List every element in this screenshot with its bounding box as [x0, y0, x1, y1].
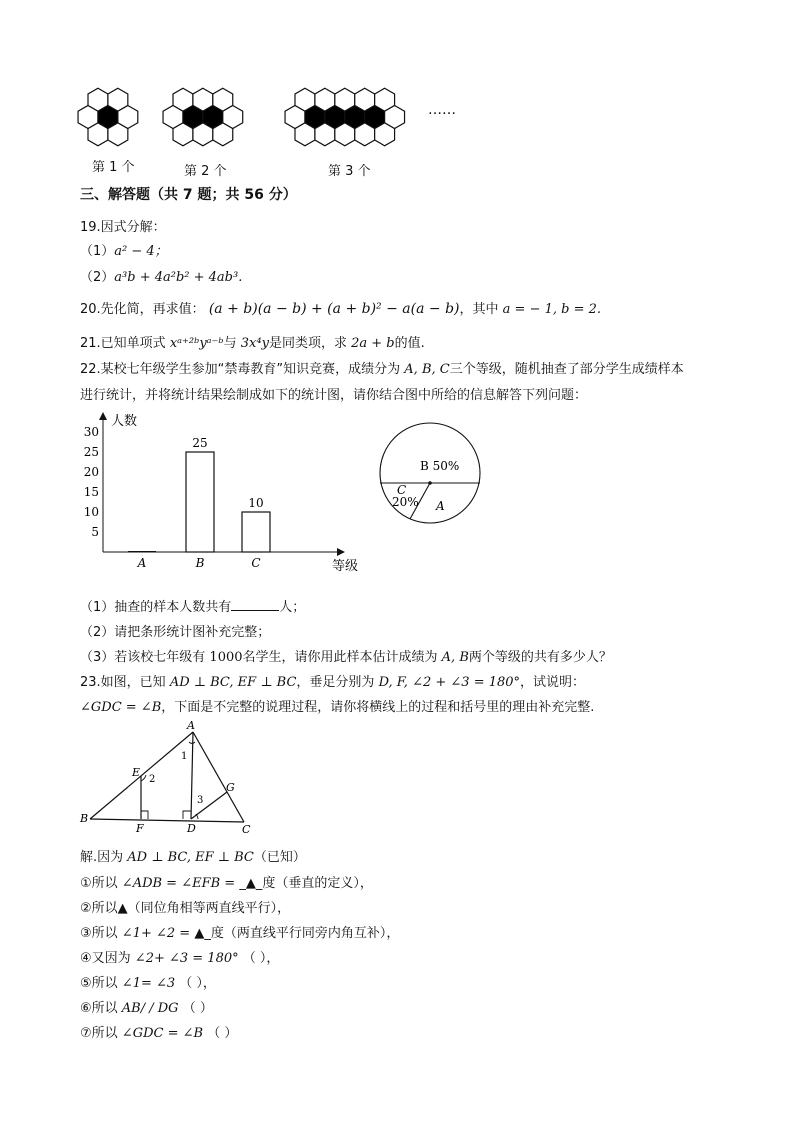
- bar-x-label: 等级: [332, 559, 359, 574]
- step: [80, 897, 290, 916]
- q20-expr: (a + b)(a − b) + (a + b)² − a(a − b): [208, 301, 460, 317]
- q20: [80, 298, 601, 317]
- step-math: ∠1+ ∠2 =: [121, 926, 191, 941]
- fig-label-a: A: [187, 719, 195, 732]
- triangle-figure: [78, 718, 268, 836]
- q23-line1-b: ，垂足分别为: [296, 675, 375, 690]
- q23-line2-text: ，下面是不完整的说理过程，请你将横线上的过程和括号里的理由补充完整.: [161, 700, 595, 715]
- pie-label-c: C: [397, 483, 407, 497]
- q22-sub1-blank[interactable]: [231, 598, 279, 611]
- fig-label-f: F: [136, 822, 144, 835]
- fig-label-3: 3: [197, 795, 204, 806]
- hex-label-1: 第 1 个: [92, 160, 135, 175]
- bar-category-label: C: [251, 556, 261, 570]
- step-post[interactable]: ▲_度（两直线平行同旁内角互补），: [194, 926, 400, 941]
- step: [80, 1022, 237, 1041]
- fig-label-e: E: [132, 766, 141, 779]
- pie-label-a: A: [436, 499, 445, 513]
- q22-sub3: [80, 646, 612, 665]
- step-pre: ⑤所以: [80, 976, 118, 991]
- q23-solution-lead: [80, 846, 306, 865]
- hexagon-black: [345, 106, 365, 129]
- bar-y-tick-label: 10: [83, 505, 99, 519]
- q23-solution-given: AD ⊥ BC, EF ⊥ BC: [127, 850, 254, 865]
- q21-lead: 21.已知单项式: [80, 336, 166, 351]
- hexagon-white: [223, 106, 243, 129]
- q22-sub3-a: （3）若该校七年级有: [80, 650, 206, 665]
- hexagon-white: [163, 106, 183, 129]
- q20-cond: a = − 1, b = 2.: [502, 302, 602, 317]
- q21-target-expr: 2a + b: [351, 336, 395, 351]
- step-post[interactable]: （ ）: [207, 1026, 238, 1041]
- q19-part1-label: （1）: [80, 244, 115, 259]
- hexagon-white: [118, 106, 138, 129]
- step-math: ∠GDC = ∠B: [121, 1026, 204, 1041]
- q22-line1-a: 22.某校七年级学生参加“禁毒教育”知识竞赛，成绩分为: [80, 362, 401, 377]
- bar-y-tick-label: 20: [83, 465, 99, 479]
- q19-part1-expr: a² − 4；: [114, 244, 168, 259]
- step: [80, 997, 213, 1016]
- step-math: AB/ / DG: [121, 1001, 179, 1016]
- fig-label-1: 1: [181, 751, 188, 762]
- q21-monomial-1: xᵃ⁺²ᵇyᵃ⁻ᵇ: [169, 336, 224, 351]
- hexagon-black: [365, 106, 385, 129]
- step-pre: ④又因为: [80, 951, 131, 966]
- q22-sub3-b: 名学生，请你用此样本估计成绩为: [242, 650, 438, 665]
- q23-line1-c: ，试说明：: [520, 675, 586, 690]
- hexagon-white: [78, 106, 98, 129]
- q21-w3: 的值.: [394, 336, 425, 351]
- q23-line2-goal: ∠GDC = ∠B: [80, 700, 162, 715]
- step-post[interactable]: （ ）: [182, 1001, 213, 1016]
- q22-sub2: （2）请把条形统计图补充完整；: [80, 625, 271, 640]
- pie-center-dot: [428, 481, 432, 485]
- q21-monomial-2: 3x⁴y: [240, 336, 269, 351]
- q23-solution-tail: （已知）: [253, 850, 306, 865]
- q22-sub3-c: 两个等级的共有多少人？: [468, 650, 612, 665]
- bar-y-tick-label: 30: [83, 425, 99, 439]
- q23-line1: [80, 671, 585, 690]
- hex-label-2: 第 2 个: [184, 164, 227, 179]
- step-pre: ③所以: [80, 926, 118, 941]
- q19-part2: [80, 266, 242, 285]
- q22-line2: 进行统计，并将统计结果绘制成如下的统计图，请你结合图中所给的信息解答下列问题：: [80, 388, 588, 403]
- q22-line1: [80, 358, 684, 377]
- step-math: ∠ADB = ∠EFB =: [121, 876, 236, 891]
- fig-label-2: 2: [149, 774, 156, 785]
- hexagon-black: [203, 106, 223, 129]
- bar-y-tick-label: 25: [83, 445, 99, 459]
- q22-sub1-a: （1）抽查的样本人数共有: [80, 600, 232, 615]
- q19-part1: [80, 240, 168, 259]
- hex-ellipsis: ……: [428, 102, 456, 118]
- bar-y-tick-label: 15: [83, 485, 99, 499]
- section-title: 三、解答题（共 7 题；共 56 分）: [80, 187, 297, 203]
- step: [80, 947, 279, 966]
- step-pre: ⑥所以: [80, 1001, 118, 1016]
- step-math: ∠2+ ∠3 = 180°: [134, 951, 239, 966]
- bar-c: [242, 512, 270, 552]
- fig-label-c: C: [242, 823, 251, 836]
- q19-part2-label: （2）: [80, 270, 115, 285]
- q19-part2-expr: a³b + 4a²b² + 4ab³.: [114, 270, 243, 285]
- hexagon-cells: [78, 88, 405, 146]
- fig-label-g: G: [226, 781, 235, 794]
- step-post[interactable]: ▲（同位角相等两直线平行），: [117, 901, 291, 916]
- bar-category-label: A: [137, 556, 147, 570]
- step: [80, 872, 373, 891]
- step: [80, 922, 399, 941]
- triangle-lines: [90, 732, 244, 822]
- q23-solution-lead-text: 解.因为: [80, 850, 124, 865]
- bar-y-label: 人数: [111, 414, 138, 429]
- q23-line1-angle: ∠2 + ∠3 = 180°: [412, 675, 521, 690]
- fig-label-d: D: [187, 822, 196, 835]
- fig-label-b: B: [80, 812, 89, 825]
- q22-sub3-grades: A, B: [441, 650, 469, 665]
- step-post[interactable]: （ ），: [179, 976, 216, 991]
- hexagon-black: [305, 106, 325, 129]
- q22-sub1: [80, 596, 305, 615]
- q20-mid: ，其中: [459, 302, 499, 317]
- step-pre: ①所以: [80, 876, 118, 891]
- step-pre: ⑦所以: [80, 1026, 118, 1041]
- q23-line1-perp: AD ⊥ BC, EF ⊥ BC: [169, 675, 297, 690]
- pie-chart: [374, 418, 486, 528]
- bar-y-tick-label: 5: [91, 525, 99, 539]
- q20-lead: 20.先化简，再求值：: [80, 302, 205, 317]
- q22-sub3-num: 1000: [209, 650, 243, 665]
- step: [80, 972, 216, 991]
- step-post[interactable]: _▲_度（垂直的定义），: [239, 876, 373, 891]
- step-pre: ②所以: [80, 901, 118, 916]
- q23-line1-feet: D, F,: [378, 675, 408, 690]
- hex-label-3: 第 3 个: [328, 164, 371, 179]
- q21: [80, 332, 425, 351]
- q21-w2: 是同类项，求: [268, 336, 347, 351]
- hexagon-white: [285, 106, 305, 129]
- q22-sub1-b: 人；: [279, 600, 306, 615]
- step-post[interactable]: （ ），: [242, 951, 280, 966]
- q22-line1-grades: A, B, C: [404, 362, 450, 377]
- hexagon-white: [385, 106, 405, 129]
- hexagon-black: [98, 106, 118, 129]
- q23-line1-a: 23.如图，已知: [80, 675, 166, 690]
- q23-line2: [80, 696, 594, 715]
- hexagon-black: [325, 106, 345, 129]
- q22-line1-b: 三个等级，随机抽查了部分学生成绩样本: [449, 362, 684, 377]
- pie-label-b: B 50%: [420, 459, 460, 473]
- bar-category-label: B: [195, 556, 205, 570]
- q21-w1: 与: [223, 336, 237, 351]
- bar-b: [186, 452, 214, 552]
- pie-label-c-percent: 20%: [392, 495, 419, 509]
- step-math: ∠1= ∠3: [121, 976, 176, 991]
- hexagon-black: [183, 106, 203, 129]
- bar-chart: [78, 408, 368, 576]
- bar-data-label: 25: [192, 436, 208, 450]
- q19-title: 19.因式分解：: [80, 220, 166, 235]
- bar-data-label: 10: [248, 496, 264, 510]
